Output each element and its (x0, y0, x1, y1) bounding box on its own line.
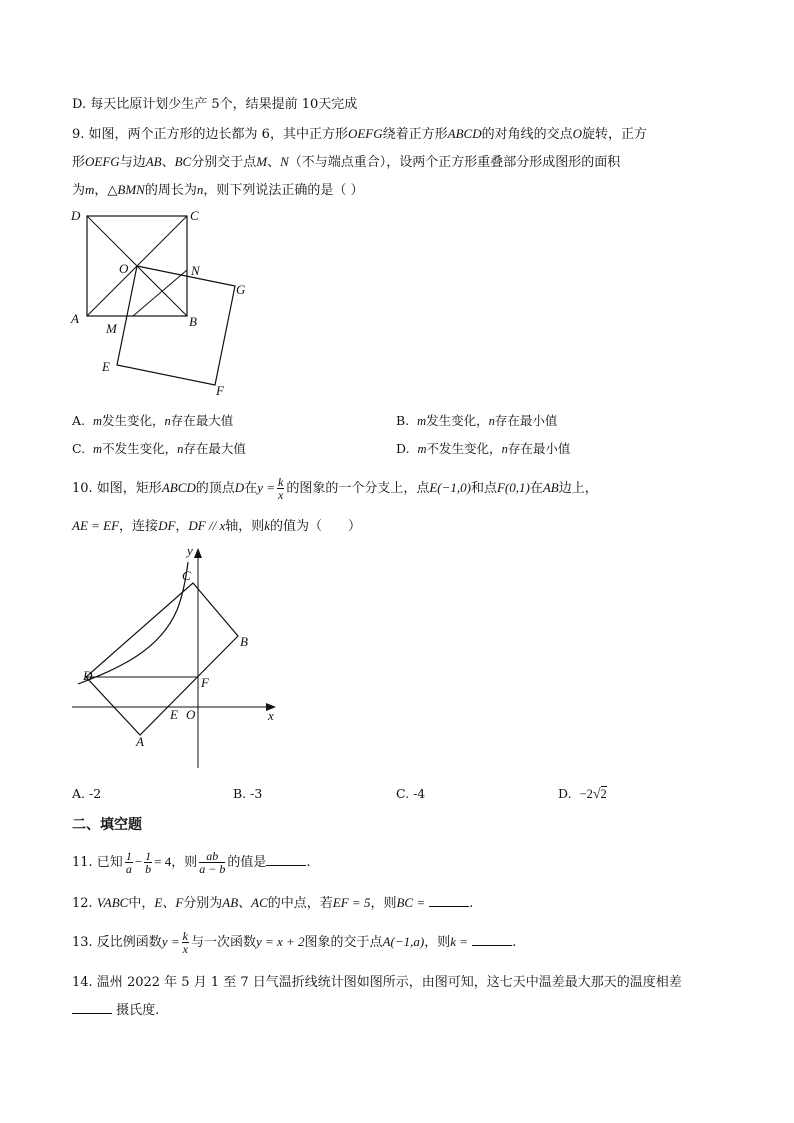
q9-line-3: 为m，△BMN的周长为n，则下列说法正确的是（ ） (72, 182, 364, 198)
q9-line-1: 9. 如图，两个正方形的边长都为 6，其中正方形OEFG绕着正方形ABCD的对角线的交点O旋转，正方 (72, 126, 648, 142)
q10-figure (70, 540, 285, 775)
q9-option-a[interactable]: A. m发生变化，n存在最大值 (72, 413, 234, 428)
q10-option-d[interactable]: D. −2√2 (558, 786, 607, 802)
answer-blank[interactable] (72, 1001, 112, 1014)
q10-option-b[interactable]: B. -3 (233, 786, 263, 801)
label-b: B (240, 634, 248, 649)
q9-figure (66, 200, 266, 405)
label-o: O (119, 261, 129, 276)
hyperbola-branch (78, 562, 188, 684)
square-oefg (117, 266, 235, 385)
label-x: x (268, 708, 274, 723)
label-c: C (182, 568, 191, 583)
label-f: F (201, 675, 209, 690)
label-o: O (186, 707, 196, 722)
label-e: E (170, 707, 178, 722)
q10-option-a[interactable]: A. -2 (72, 786, 102, 801)
q9-line-2: 形OEFG与边AB、BC分别交于点M、N（不与端点重合），设两个正方形重叠部分形成图形的面积 (72, 154, 621, 170)
answer-blank[interactable] (429, 894, 469, 907)
label-c: C (190, 208, 199, 223)
label-g: G (236, 282, 246, 297)
label-d: D (83, 668, 93, 683)
q9-option-b[interactable]: B. m发生变化，n存在最小值 (396, 413, 558, 428)
q12: 12. VABC中，E、F分别为AB、AC的中点，若EF = 5，则BC = . (72, 895, 474, 911)
q8-option-d: D. 每天比原计划少生产 5个，结果提前 10天完成 (72, 97, 358, 112)
label-n: N (191, 263, 200, 278)
answer-blank[interactable] (472, 933, 512, 946)
q9-option-d[interactable]: D. m不发生变化，n存在最小值 (396, 441, 571, 456)
q13: 13. 反比例函数y = $\frac{k}{x}$ 与一次函数y = x + 2图象的交于点A(−1,a)，则k = . (72, 929, 517, 956)
label-m: M (106, 321, 117, 336)
y-axis-arrow (194, 548, 202, 558)
q10-line-2: AE = EF，连接DF，DF // x轴，则k的值为（ ） (72, 518, 362, 534)
q11: 11. 已知 $\frac{1}{a}$ − $\frac{1}{b}$ = 4，则 $\frac{ab}{a - b}$ 的值是 . (72, 849, 311, 876)
label-e: E (102, 359, 110, 374)
segment-mn (133, 270, 187, 316)
section-2-title: 二、填空题 (72, 817, 142, 833)
q9-option-c[interactable]: C. m不发生变化，n存在最大值 (72, 441, 246, 456)
q14-line-2: 摄氏度. (72, 1001, 159, 1021)
q10-option-c[interactable]: C. -4 (396, 786, 426, 801)
label-b: B (189, 314, 197, 329)
q10-line-1: 10. 如图，矩形ABCD的顶点D在y = $\frac{k}{x}$ 的图象的一个分支上，点E(−1,0)和点F(0,1)在AB边上， (72, 475, 598, 502)
label-a: A (136, 734, 144, 749)
label-f: F (216, 383, 224, 398)
label-a: A (71, 311, 79, 326)
label-d: D (71, 208, 81, 223)
answer-blank[interactable] (266, 853, 306, 866)
rectangle-abcd (86, 583, 238, 735)
q14-line-1: 14. 温州 2022 年 5 月 1 至 7 日气温折线统计图如图所示，由图可知，这七天中温差最大那天的温度相差 (72, 975, 682, 990)
label-y: y (187, 543, 193, 558)
